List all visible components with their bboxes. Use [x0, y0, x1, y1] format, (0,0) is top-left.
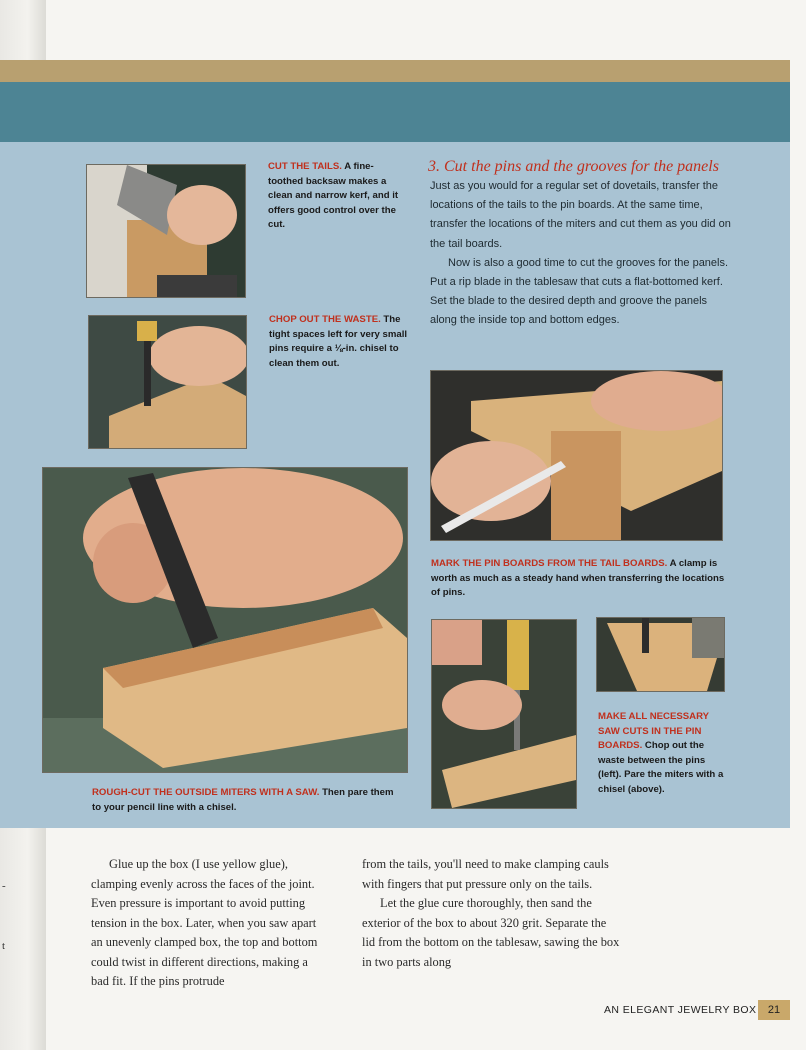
caption-text: The tight spaces left for very small pins require a ⅛-in. chisel to clean them out.: [269, 314, 408, 369]
step-paragraph: Just as you would for a regular set of dovetails, transfer the locations of the tails to the pin boards. At the same time, transfer the locations of the miters and cut them as you did on the tail boards.: [430, 180, 731, 250]
caption-make-cuts: [598, 710, 728, 797]
body-paragraph: Glue up the box (I use yellow glue), clamping evenly across the faces of the joint. Even pressure is important to avoid putting tension in the box. Later, when you saw apart an unevenly clamped box, the top and bottom could twist in different directions, making a bad fit. If the pins protrude: [91, 857, 318, 988]
photo-cut-tails: [86, 164, 246, 298]
caption-cut-tails: [268, 160, 408, 233]
caption-head: CUT THE TAILS.: [268, 161, 342, 172]
photo-pare-miters: [596, 617, 725, 692]
caption-head: MARK THE PIN BOARDS FROM THE TAIL BOARDS.: [431, 558, 668, 569]
caption-mark-pin-boards: [431, 557, 731, 601]
page-number: 21: [758, 1000, 790, 1020]
caption-head: MAKE ALL NECESSARY SAW CUTS IN THE PIN BOARDS.: [598, 711, 709, 751]
caption-chop-waste: [269, 313, 409, 371]
photo-rough-cut-miters: [42, 467, 408, 773]
body-column-right: [362, 855, 620, 972]
photo-mark-pin-boards: [430, 370, 723, 541]
header-teal-band: [0, 82, 790, 142]
margin-fragment: t: [2, 940, 6, 952]
body-column-left: [91, 855, 321, 992]
caption-text: A fine-toothed backsaw makes a clean and narrow kerf, and it offers good control over the cut.: [268, 161, 399, 230]
caption-text: A clamp is worth as much as a steady hand when transferring the locations of pins.: [431, 558, 725, 598]
running-footer: AN ELEGANT JEWELRY BOX: [604, 1004, 757, 1016]
photo-chop-waste: [88, 315, 247, 449]
body-paragraph: from the tails, you'll need to make clamping cauls with fingers that put pressure only on the tails.: [362, 857, 609, 891]
caption-head: CHOP OUT THE WASTE.: [269, 314, 381, 325]
step-text: [430, 177, 732, 331]
caption-head: ROUGH-CUT THE OUTSIDE MITERS WITH A SAW.: [92, 787, 320, 798]
step-title: 3. Cut the pins and the grooves for the panels: [428, 158, 719, 175]
caption-text: Chop out the waste between the pins (left). Pare the miters with a chisel (above).: [598, 740, 724, 795]
body-paragraph: Let the glue cure thoroughly, then sand the exterior of the box to about 320 grit. Separate the lid from the bottom on the tablesaw, sawing the box in two parts along: [362, 896, 620, 969]
header-tan-band: [0, 60, 790, 82]
caption-rough-cut-miters: [92, 786, 402, 815]
step-paragraph: Now is also a good time to cut the grooves for the panels. Put a rip blade in the tablesaw that cuts a flat-bottomed kerf. Set the blade to the desired depth and groove the panels along the inside top and bottom edges.: [430, 256, 729, 327]
photo-chop-pins: [431, 619, 577, 809]
margin-fragment: -: [2, 880, 6, 892]
caption-text: Then pare them to your pencil line with a chisel.: [92, 787, 394, 813]
